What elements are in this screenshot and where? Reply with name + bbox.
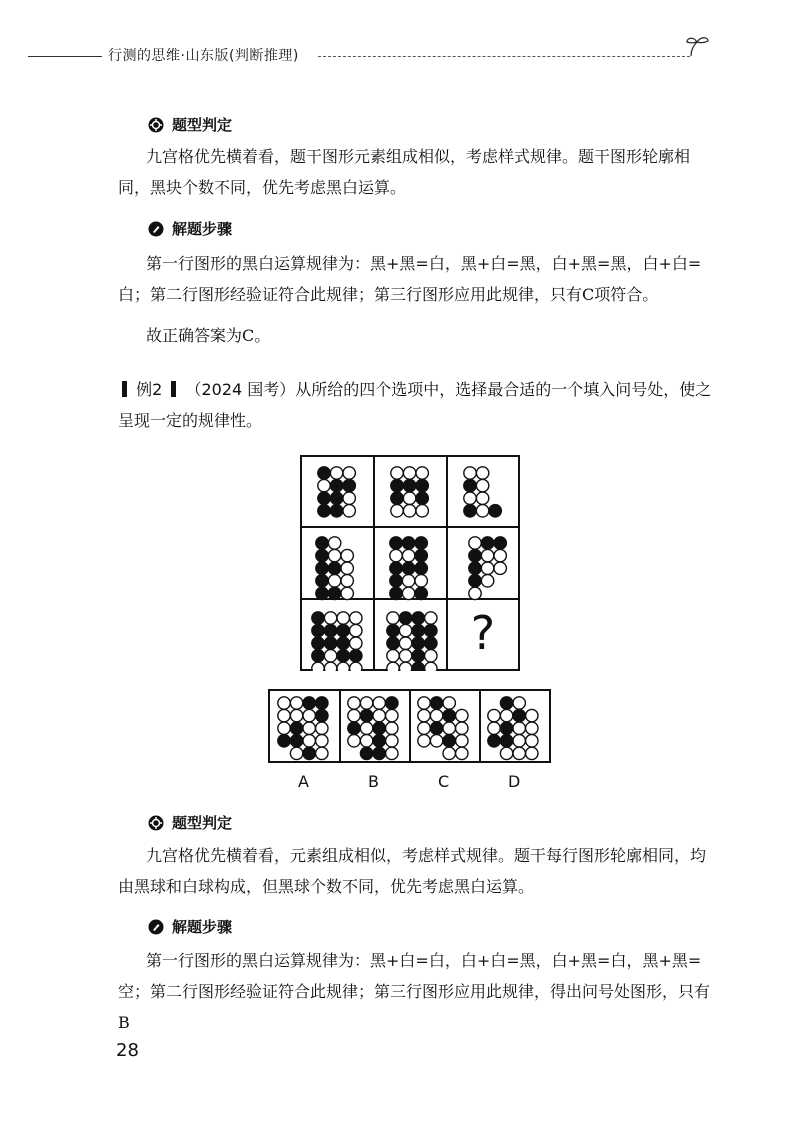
opt-b-dot: [373, 747, 385, 759]
opt-c-dot: [443, 722, 455, 734]
opt-d-dot: [513, 722, 525, 734]
r1c1-dot: [343, 479, 355, 491]
r1c2-dot: [391, 492, 403, 504]
opt-d-dot: [488, 735, 500, 747]
r3c2-dot: [399, 637, 411, 649]
r1c1-dot: [318, 505, 330, 517]
opt-c-dot: [456, 722, 468, 734]
r3c1-dot: [350, 612, 362, 624]
r3c2-dot: [425, 637, 437, 649]
r1c2-dot: [391, 505, 403, 517]
r3c2-dot: [399, 662, 411, 671]
r3c2-dot: [412, 650, 424, 662]
option-label-c: C: [438, 772, 450, 791]
header-rule-right: [318, 56, 690, 57]
r1c2-dot: [416, 479, 428, 491]
r3c1-dot: [337, 637, 349, 649]
example-bar-right: [171, 381, 176, 397]
page-number: 28: [116, 1040, 139, 1061]
opt-d-dot: [526, 735, 538, 747]
opt-c-dot: [443, 747, 455, 759]
r3c1-dot: [312, 662, 324, 671]
r2c1-dot: [328, 549, 340, 561]
r1c3-dot: [489, 505, 501, 517]
r2c2-dot: [402, 549, 414, 561]
r3c1-dot: [337, 624, 349, 636]
r2c1-dot: [341, 549, 353, 561]
paragraph-text: 九宫格优先横着看，元素组成相似，考虑样式规律。题干每行图形轮廓相同，均由黑球和白球构成，但黑球个数不同，优先考虑黑白运算。: [118, 846, 707, 896]
opt-b-dot: [360, 697, 372, 709]
section-heading-type-2: [148, 812, 232, 833]
opt-c-dot: [456, 747, 468, 759]
r2c1-dot: [328, 587, 340, 599]
opt-c-dot: [443, 735, 455, 747]
opt-d-dot: [513, 747, 525, 759]
opt-c-dot: [430, 697, 442, 709]
r1c2-dot: [416, 505, 428, 517]
r1c2-dot: [403, 492, 415, 504]
grid-dots: [300, 455, 520, 671]
r3c1-dot: [324, 662, 336, 671]
opt-d-dot: [500, 747, 512, 759]
r1c2-dot: [403, 467, 415, 479]
r1c3-dot: [476, 505, 488, 517]
opt-a-dot: [316, 722, 328, 734]
r1c3-dot: [464, 505, 476, 517]
paragraph-solution-steps-2: [118, 945, 718, 1038]
opt-a-dot: [278, 722, 290, 734]
r2c1-dot: [341, 575, 353, 587]
r3c2-dot: [399, 650, 411, 662]
option-label-a: A: [298, 772, 309, 791]
r1c2-dot: [391, 467, 403, 479]
r2c1-dot: [328, 537, 340, 549]
r3c1-dot: [337, 662, 349, 671]
pen-icon: [148, 221, 164, 237]
opt-b-dot: [348, 709, 360, 721]
opt-c-dot: [418, 709, 430, 721]
opt-b-dot: [360, 735, 372, 747]
opt-d-dot: [488, 722, 500, 734]
r3c2-dot: [425, 624, 437, 636]
r2c2-dot: [415, 587, 427, 599]
opt-d-dot: [526, 709, 538, 721]
paragraph-text: 第一行图形的黑白运算规律为：黑+白=白，白+白=黑，白+黑=白，黑+黑=空；第二行图形经验证符合此规律；第三行图形应用此规律，得出问号处图形，只有B: [118, 951, 711, 1032]
gear-icon: [148, 815, 164, 831]
opt-a-dot: [316, 709, 328, 721]
opt-b-dot: [348, 722, 360, 734]
r1c3-dot: [476, 479, 488, 491]
r2c1-dot: [316, 537, 328, 549]
r1c1-dot: [318, 479, 330, 491]
r3c2-dot: [387, 637, 399, 649]
opt-a-dot: [290, 735, 302, 747]
r3c1-dot: [350, 624, 362, 636]
r2c1-dot: [316, 587, 328, 599]
r3c1-dot: [350, 650, 362, 662]
r3c2-dot: [425, 612, 437, 624]
r2c1-dot: [328, 562, 340, 574]
opt-a-dot: [316, 697, 328, 709]
opt-c-dot: [456, 735, 468, 747]
opt-a-dot: [316, 747, 328, 759]
r3c2-dot: [387, 624, 399, 636]
opt-d-dot: [500, 722, 512, 734]
r3c1-dot: [324, 650, 336, 662]
r3c1-dot: [312, 650, 324, 662]
r1c1-dot: [318, 467, 330, 479]
example-prompt: [118, 374, 718, 436]
header-rule-left: [28, 56, 102, 57]
opt-b-dot: [373, 722, 385, 734]
opt-a-dot: [316, 735, 328, 747]
opt-c-dot: [430, 709, 442, 721]
opt-a-dot: [290, 722, 302, 734]
r3c1-dot: [324, 637, 336, 649]
opt-d-dot: [488, 709, 500, 721]
opt-b-dot: [386, 735, 398, 747]
r1c3-dot: [464, 479, 476, 491]
opt-c-dot: [430, 722, 442, 734]
opt-c-dot: [418, 735, 430, 747]
r3c2-dot: [412, 637, 424, 649]
opt-a-dot: [303, 747, 315, 759]
running-header-title: 行测的思维·山东版(判断推理): [108, 48, 299, 64]
r2c1-dot: [316, 549, 328, 561]
section-heading-text: 解题步骤: [172, 918, 233, 936]
r3c1-dot: [350, 637, 362, 649]
opt-b-dot: [348, 735, 360, 747]
opt-c-dot: [443, 709, 455, 721]
r1c2-dot: [403, 479, 415, 491]
opt-a-dot: [290, 697, 302, 709]
opt-d-dot: [500, 697, 512, 709]
r3c1-dot: [324, 612, 336, 624]
paragraph-type-judgment-2: [118, 840, 718, 902]
opt-b-dot: [373, 697, 385, 709]
r2c2-dot: [415, 537, 427, 549]
opt-d-dot: [513, 697, 525, 709]
sprout-icon: [683, 34, 711, 58]
opt-a-dot: [303, 709, 315, 721]
pen-icon: [148, 919, 164, 935]
r2c3-dot: [469, 537, 481, 549]
puzzle-grid: [300, 455, 520, 671]
section-heading-text: 题型判定: [172, 116, 233, 134]
opt-b-dot: [386, 697, 398, 709]
r2c2-dot: [390, 587, 402, 599]
r1c1-dot: [330, 492, 342, 504]
r3c1-dot: [337, 612, 349, 624]
opt-c-dot: [430, 735, 442, 747]
r3c2-dot: [387, 612, 399, 624]
opt-c-dot: [456, 709, 468, 721]
r2c3-dot: [494, 549, 506, 561]
r3c2-dot: [425, 662, 437, 671]
r2c2-dot: [415, 562, 427, 574]
r3c1-dot: [324, 624, 336, 636]
r2c3-dot: [469, 575, 481, 587]
r2c2-dot: [390, 562, 402, 574]
r1c1-dot: [330, 467, 342, 479]
r2c2-dot: [390, 575, 402, 587]
r2c2-dot: [390, 549, 402, 561]
r3c2-dot: [412, 624, 424, 636]
opt-d-dot: [513, 709, 525, 721]
section-heading-text: 解题步骤: [172, 220, 233, 238]
opt-b-dot: [386, 747, 398, 759]
section-heading-type: [148, 114, 232, 135]
opt-a-dot: [290, 709, 302, 721]
r2c1-dot: [316, 562, 328, 574]
opt-b-dot: [373, 709, 385, 721]
option-dots: [268, 689, 551, 763]
paragraph-type-judgment: [118, 141, 718, 203]
opt-a-dot: [278, 697, 290, 709]
opt-d-dot: [526, 747, 538, 759]
r3c2-dot: [387, 650, 399, 662]
r2c3-dot: [494, 537, 506, 549]
r2c1-dot: [341, 587, 353, 599]
r2c1-dot: [328, 575, 340, 587]
question-mark: ?: [470, 606, 496, 660]
opt-d-dot: [500, 735, 512, 747]
r3c1-dot: [350, 662, 362, 671]
r1c2-dot: [391, 479, 403, 491]
r3c2-dot: [425, 650, 437, 662]
r2c3-dot: [469, 549, 481, 561]
opt-d-dot: [513, 735, 525, 747]
r2c3-dot: [481, 549, 493, 561]
r2c3-dot: [469, 562, 481, 574]
r3c1-dot: [312, 624, 324, 636]
r2c2-dot: [415, 575, 427, 587]
opt-b-dot: [360, 709, 372, 721]
example-label: 例2: [136, 380, 163, 399]
option-label-d: D: [508, 772, 521, 791]
opt-b-dot: [360, 722, 372, 734]
opt-b-dot: [348, 697, 360, 709]
r2c3-dot: [481, 562, 493, 574]
example-text: （2024 国考）从所给的四个选项中，选择最合适的一个填入问号处，使之呈现一定的规律性。: [118, 380, 712, 430]
opt-a-dot: [303, 735, 315, 747]
r3c1-dot: [312, 637, 324, 649]
opt-c-dot: [443, 697, 455, 709]
r2c2-dot: [402, 575, 414, 587]
r3c2-dot: [412, 612, 424, 624]
opt-d-dot: [500, 709, 512, 721]
opt-d-dot: [526, 722, 538, 734]
opt-b-dot: [386, 722, 398, 734]
paragraph-text: 第一行图形的黑白运算规律为：黑+黑=白，黑+白=黑，白+黑=黑，白+白=白；第二行图形经验证符合此规律；第三行图形应用此规律，只有C项符合。: [118, 254, 702, 304]
r1c1-dot: [330, 505, 342, 517]
r3c1-dot: [312, 612, 324, 624]
section-heading-steps-2: [148, 916, 232, 937]
r1c2-dot: [403, 505, 415, 517]
r3c2-dot: [387, 662, 399, 671]
r1c1-dot: [318, 492, 330, 504]
r2c2-dot: [402, 587, 414, 599]
r2c3-dot: [481, 537, 493, 549]
r1c3-dot: [476, 492, 488, 504]
r2c3-dot: [469, 587, 481, 599]
answer-options: [268, 689, 551, 763]
opt-a-dot: [303, 722, 315, 734]
opt-b-dot: [360, 747, 372, 759]
r3c2-dot: [412, 662, 424, 671]
r1c1-dot: [343, 505, 355, 517]
r1c3-dot: [464, 467, 476, 479]
paragraph-solution-steps: [118, 248, 718, 310]
r1c3-dot: [464, 492, 476, 504]
r2c2-dot: [402, 537, 414, 549]
r1c1-dot: [330, 479, 342, 491]
opt-c-dot: [418, 697, 430, 709]
r2c3-dot: [481, 575, 493, 587]
option-label-b: B: [368, 772, 379, 791]
opt-a-dot: [290, 747, 302, 759]
r3c2-dot: [399, 624, 411, 636]
r2c2-dot: [415, 549, 427, 561]
opt-a-dot: [303, 697, 315, 709]
r1c3-dot: [476, 467, 488, 479]
r1c2-dot: [416, 467, 428, 479]
paragraph-text: 九宫格优先横着看，题干图形元素组成相似，考虑样式规律。题干图形轮廓相同，黑块个数不同，优先考虑黑白运算。: [118, 147, 691, 197]
r2c1-dot: [341, 562, 353, 574]
r3c1-dot: [337, 650, 349, 662]
gear-icon: [148, 117, 164, 133]
section-heading-steps: [148, 218, 232, 239]
r2c1-dot: [316, 575, 328, 587]
r3c2-dot: [399, 612, 411, 624]
answer-line: 故正确答案为C。: [146, 326, 271, 345]
r1c1-dot: [343, 492, 355, 504]
opt-b-dot: [386, 709, 398, 721]
opt-c-dot: [418, 722, 430, 734]
r2c3-dot: [494, 562, 506, 574]
opt-b-dot: [373, 735, 385, 747]
r2c2-dot: [402, 562, 414, 574]
opt-a-dot: [278, 735, 290, 747]
opt-a-dot: [278, 709, 290, 721]
r1c2-dot: [416, 492, 428, 504]
section-heading-text: 题型判定: [172, 814, 233, 832]
r1c1-dot: [343, 467, 355, 479]
r2c2-dot: [390, 537, 402, 549]
example-bar-left: [122, 381, 127, 397]
